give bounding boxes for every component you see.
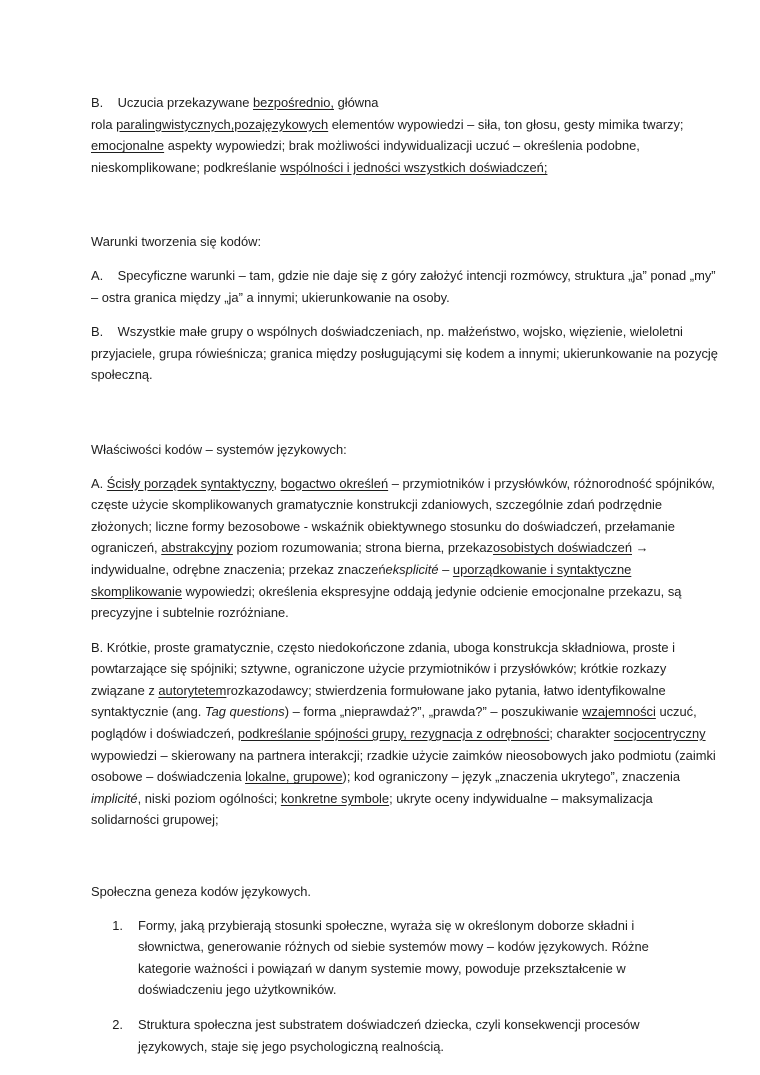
- text: elementów wypowiedzi – siła, ton głosu, gesty mimika twarzy;: [328, 116, 684, 132]
- geneza-list: [91, 915, 720, 1058]
- text: → indywidualne, odrębne znaczenia; przekaz znaczeń: [91, 540, 649, 577]
- text: wypowiedzi; określenia ekspresyjne oddają jedynie odcienie emocjonalne przekazu, są precyzyjne i subtelnie rozróżniane.: [91, 583, 682, 621]
- text: A.: [91, 475, 107, 491]
- italic-text: Tag questions: [204, 704, 285, 720]
- underlined-text: uporządkowanie i syntaktyczne skomplikowanie: [91, 561, 632, 599]
- wlasciwosci-a: [91, 473, 720, 624]
- warunki-b: [91, 321, 720, 386]
- underlined-text: abstrakcyjny: [161, 540, 233, 556]
- text: ; ukryte oceny indywidualne – maksymalizacja solidarności grupowej;: [91, 790, 653, 828]
- text: ) – forma „nieprawdaż?”, „prawda?” – poszukiwanie: [284, 704, 583, 720]
- list-text: Struktura społeczna jest substratem doświadczeń dziecka, czyli konsekwencji procesów językowych, staje się jego psychologiczną realnością.: [138, 1017, 640, 1054]
- paragraph-label: B.: [91, 324, 104, 340]
- italic-text: eksplicité: [385, 561, 439, 577]
- text: rola: [91, 116, 117, 132]
- text: ); kod ograniczony – język „znaczenia ukrytego”, znaczenia: [342, 769, 681, 785]
- text: ,: [273, 475, 281, 491]
- underlined-text: wspólności i jedności wszystkich doświadczeń;: [280, 159, 548, 175]
- text: główna: [334, 95, 379, 110]
- heading-geneza: Społeczna geneza kodów językowych.: [91, 884, 311, 900]
- paragraph-label: B.: [91, 95, 104, 110]
- underlined-text: wzajemności: [582, 704, 656, 720]
- list-text: Formy, jaką przybierają stosunki społeczne, wyraża się w określonym doborze składni i słownictwa, generowanie różnych od siebie systemów mowy – kodów językowych. Różne kategorie ważności i powiązań w danym systemie mowy, powoduje przekształcenie w doświadczeniu jego użytkowników.: [138, 917, 649, 998]
- list-item: [91, 915, 720, 1001]
- underlined-text: Ścisły porządek syntaktyczny: [106, 475, 274, 491]
- text: rozkazodawcy; stwierdzenia formułowane jako pytania, łatwo identyfikowalne syntaktycznie (ang.: [91, 682, 666, 720]
- text: Wszystkie małe grupy o wspólnych doświadczeniach, np. małżeństwo, wojsko, więzienie, wieloletni przyjaciele, grupa rówieśnicza; granica między posługującymi się kodem a innymi; ukierunkowanie na pozycję społeczną.: [91, 324, 718, 383]
- wlasciwosci-b: [91, 637, 720, 831]
- underlined-text: podkreślanie spójności grupy, rezygnacja z odrębności: [237, 726, 550, 742]
- underlined-text: paralingwistycznych,pozajęzykowych: [116, 116, 329, 132]
- underlined-text: socjocentryczny: [613, 726, 706, 742]
- warunki-a: [91, 265, 720, 308]
- italic-text: implicité: [91, 790, 138, 806]
- underlined-text: lokalne, grupowe: [245, 769, 343, 785]
- text: – przymiotników i przysłówków, różnorodność spójników, częste użycie skomplikowanych gramatycznie konstrukcji zdaniowych, szczególnie zdań podrzędnie złożonych; liczne formy bezosobowe - wskaźnik obiektywnego stosunku do doświadczeń, przełamanie ograniczeń,: [91, 475, 715, 556]
- text: Specyficzne warunki – tam, gdzie nie daje się z góry założyć intencji rozmówcy, struktura „ja” ponad „my” – ostra granica między „ja” a innymi; ukierunkowanie na osoby.: [91, 267, 716, 305]
- list-item: [91, 1014, 720, 1057]
- text: ; charakter: [549, 726, 614, 742]
- paragraph-label: A.: [91, 267, 104, 283]
- section-b-emotions: [91, 92, 720, 178]
- underlined-text: bezpośrednio,: [253, 95, 334, 110]
- text: aspekty wypowiedzi; brak możliwości indywidualizacji uczuć – określenia podobne, nieskomplikowane; podkreślanie: [91, 138, 640, 175]
- underlined-text: emocjonalne: [91, 138, 165, 154]
- text: B. Krótkie, proste gramatycznie, często niedokończone zdania, uboga konstrukcja składniowa, proste i powtarzające się spójniki; sztywne, ograniczone użycie przymiotników i przysłówków; krótkie rozkazy związane z: [91, 639, 675, 698]
- list-number: 2.: [112, 1017, 123, 1032]
- text: Uczucia przekazywane: [117, 95, 254, 110]
- underlined-text: konkretne symbole: [280, 790, 390, 806]
- underlined-text: autorytetem: [158, 682, 227, 698]
- underlined-text: osobistych doświadczeń: [492, 540, 632, 556]
- heading-wlasciwosci: Właściwości kodów – systemów językowych:: [91, 441, 347, 457]
- heading-warunki: Warunki tworzenia się kodów:: [91, 234, 262, 250]
- text: , niski poziom ogólności;: [137, 790, 281, 806]
- underlined-text: bogactwo określeń: [280, 475, 389, 491]
- text: wypowiedzi – skierowany na partnera interakcji; rzadkie użycie zaimków nieosobowych jako podmiotu (zaimki osobowe – doświadczenia: [91, 747, 716, 785]
- list-number: 1.: [112, 917, 123, 933]
- text: uczuć, poglądów i doświadczeń,: [91, 704, 697, 742]
- text: –: [438, 561, 453, 577]
- text: poziom rozumowania; strona bierna, przekaz: [232, 540, 493, 556]
